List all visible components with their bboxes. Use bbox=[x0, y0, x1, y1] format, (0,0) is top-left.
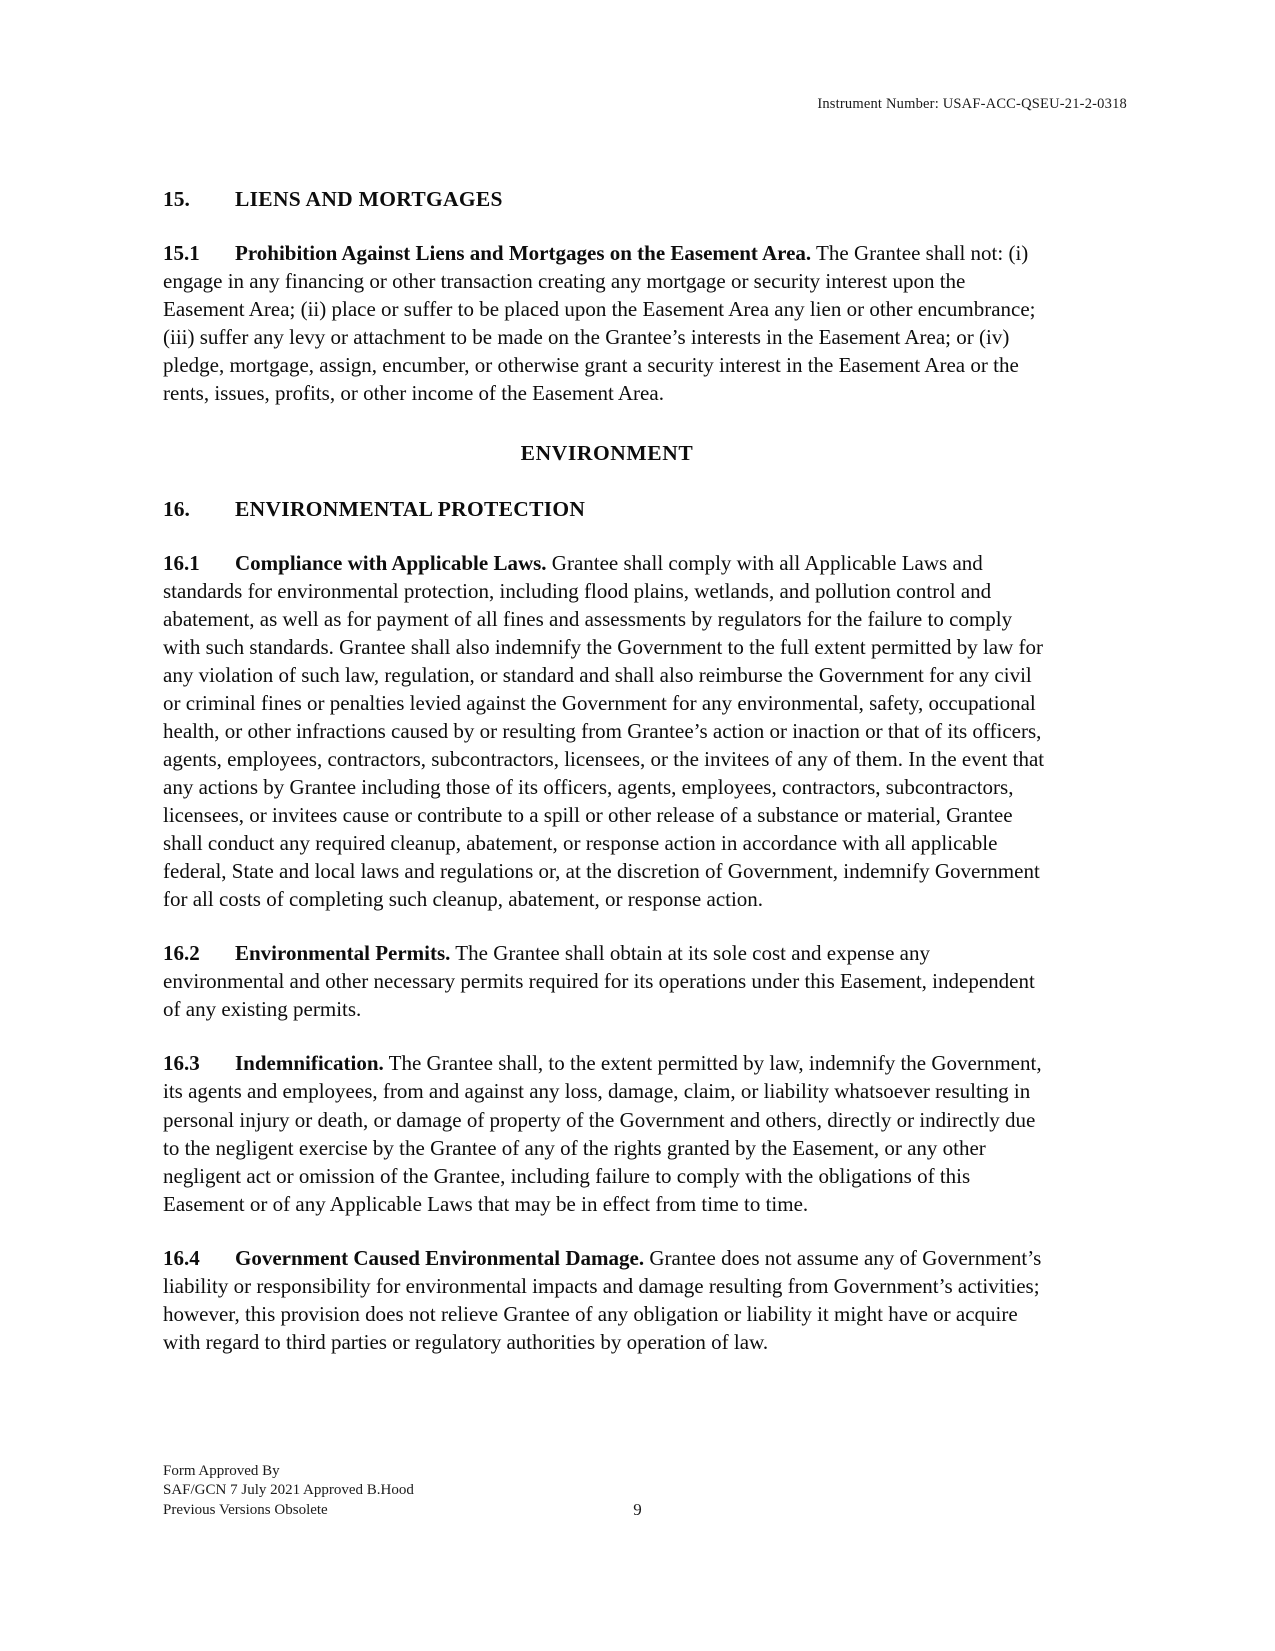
clause-16-1-title: Compliance with Applicable Laws. bbox=[235, 550, 547, 575]
clause-15-1-title: Prohibition Against Liens and Mortgages on the Easement Area. bbox=[235, 240, 812, 265]
clause-16-2-body: The Grantee shall obtain at its sole cost and expense any environmental and other necessary permits required for its operations under this Easement, independent of any existing permits. bbox=[163, 941, 1035, 1022]
footer-line-form-approved-by: Form Approved By bbox=[163, 1462, 280, 1479]
instrument-number-header: Instrument Number: USAF-ACC-QSEU-21-2-0318 bbox=[817, 96, 1127, 112]
clause-16-4-title: Government Caused Environmental Damage. bbox=[235, 1245, 645, 1270]
footer-line-previous-versions: Previous Versions Obsolete bbox=[163, 1502, 328, 1519]
clause-16-1-number: 16.1 bbox=[163, 550, 200, 575]
section-16-title: ENVIRONMENTAL PROTECTION bbox=[235, 497, 586, 522]
section-heading-15 bbox=[163, 186, 1051, 213]
clause-16-4 bbox=[163, 1244, 1051, 1356]
clause-15-1 bbox=[163, 239, 1051, 407]
clause-16-2-title: Environmental Permits. bbox=[235, 941, 451, 966]
section-16-number: 16. bbox=[163, 497, 190, 522]
clause-16-1 bbox=[163, 549, 1051, 913]
environment-part-heading: ENVIRONMENT bbox=[520, 441, 694, 466]
clause-16-3-number: 16.3 bbox=[163, 1051, 200, 1076]
clause-16-4-body: Grantee does not assume any of Government’s liability or responsibility for environmental impacts and damage resulting from Government’s activities; however, this provision does not relieve Grantee of any obligation or liability it might have or acquire with regard to third parties or regulatory authorities by operation of law. bbox=[163, 1245, 1042, 1354]
clause-16-1-body: Grantee shall comply with all Applicable Laws and standards for environmental protection, including flood plains, wetlands, and pollution control and abatement, as well as for payment of all fines and assessments by regulators for the failure to comply with such standards. Grantee shall also indemnify the Government to the full extent permitted by law for any violation of such law, regulation, or standard and shall also reimburse the Government for any civil or criminal fines or penalties levied against the Government for any environmental, safety, occupational health, or other infractions caused by or resulting from Grantee’s action or inaction or that of its officers, agents, employees, contractors, subcontractors, licensees, or the invitees of any of them. In the event that any actions by Grantee including those of its officers, agents, employees, contractors, subcontractors, licensees, or invitees cause or contribute to a spill or other release of a substance or material, Grantee shall conduct any required cleanup, abatement, or response action in accordance with all applicable federal, State and local laws and regulations or, at the discretion of Government, indemnify Government for all costs of completing such cleanup, abatement, or response action. bbox=[163, 550, 1045, 912]
clause-15-1-number: 15.1 bbox=[163, 240, 200, 265]
clause-16-3-body: The Grantee shall, to the extent permitted by law, indemnify the Government, its agents and employees, from and against any loss, damage, claim, or liability whatsoever resulting in personal injury or death, or damage of property of the Government and others, directly or indirectly due to the negligent exercise by the Grantee of any of the rights granted by the Easement, or any other negligent act or omission of the Grantee, including failure to comply with the obligations of this Easement or of any Applicable Laws that may be in effect from time to time. bbox=[163, 1051, 1042, 1216]
section-15-number: 15. bbox=[163, 187, 190, 211]
clause-16-2-number: 16.2 bbox=[163, 941, 200, 966]
section-heading-16 bbox=[163, 496, 1051, 523]
clause-16-4-number: 16.4 bbox=[163, 1245, 200, 1270]
section-15-title: LIENS AND MORTGAGES bbox=[235, 187, 503, 211]
page-number: 9 bbox=[633, 1500, 642, 1519]
footer-line-approval-authority: SAF/GCN 7 July 2021 Approved B.Hood bbox=[163, 1482, 414, 1499]
clause-16-3-title: Indemnification. bbox=[235, 1051, 384, 1076]
clause-16-3 bbox=[163, 1049, 1051, 1217]
document-body bbox=[163, 186, 1051, 1356]
clause-15-1-body: The Grantee shall not: (i) engage in any financing or other transaction creating any mortgage or security interest upon the Easement Area; (ii) place or suffer to be placed upon the Easement Area any lien or other encumbrance; (iii) suffer any levy or attachment to be made on the Grantee’s interests in the Easement Area; or (iv) pledge, mortgage, assign, encumber, or otherwise grant a security interest in the Easement Area or the rents, issues, profits, or other income of the Easement Area. bbox=[163, 240, 1036, 406]
clause-16-2 bbox=[163, 939, 1051, 1023]
